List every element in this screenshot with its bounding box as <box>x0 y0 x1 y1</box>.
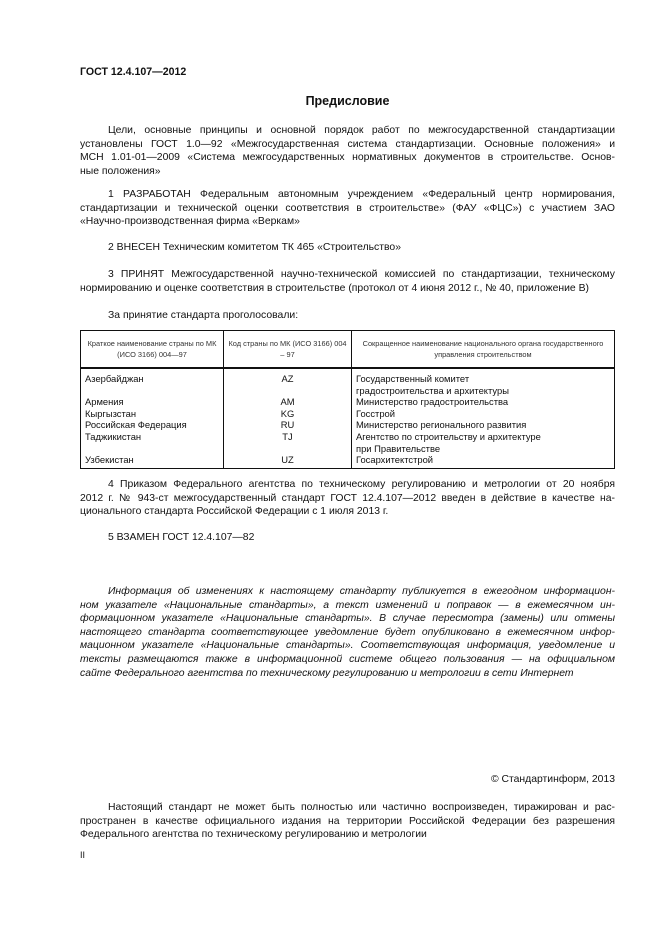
page-number: II <box>80 850 86 860</box>
text-line: 1 РАЗРАБОТАН Федеральным автономным учреждением «Федеральный центр нормирования, <box>108 189 615 200</box>
cell-authority: Госстрой <box>352 408 615 420</box>
text-line: установлены ГОСТ 1.0—92 «Межгосударственная система стандартизации. Основные положения» и <box>80 138 615 150</box>
table-row <box>81 408 615 420</box>
text-line: ционального стандарта Российской Федерации с 1 июля 2013 г. <box>80 506 389 518</box>
table-row <box>81 419 615 431</box>
item-4 <box>80 478 615 519</box>
page-title: Предисловие <box>305 94 390 108</box>
text-line: 5 ВЗАМЕН ГОСТ 12.4.107—82 <box>108 532 255 543</box>
text-line: настоящего стандарта соответствующее уведомление будет опубликовано в ежемесячном инфор- <box>80 626 615 638</box>
cell-authority: Госархитектстрой <box>352 454 615 468</box>
text-line: 3 ПРИНЯТ Межгосударственной научно-технической комиссией по стандартизации, техническому <box>108 269 615 280</box>
table-row <box>81 396 615 408</box>
item-1 <box>80 188 615 229</box>
item-3 <box>80 268 615 295</box>
cell-authority: Министерство регионального развития <box>352 419 615 431</box>
text-line: мационном указателе «Национальные стандарты». Соответствующая информация, уведомление и <box>80 640 615 652</box>
copyright: © Стандартинформ, 2013 <box>490 774 615 785</box>
text-line: ные положения» <box>80 165 161 177</box>
text-line: сайте Федерального агентства по техническому регулированию и метрологии в сети Интернет <box>80 667 574 679</box>
table-row <box>81 431 615 454</box>
cell-country: Российская Федерация <box>81 419 224 431</box>
item-5 <box>80 531 615 545</box>
cell-code: KG <box>224 408 352 420</box>
cell-country: Узбекистан <box>81 454 224 468</box>
text-line: За принятие стандарта проголосовали: <box>108 310 299 321</box>
text-line: Настоящий стандарт не может быть полностью или частично воспроизведен, тиражирован и рас- <box>108 802 615 813</box>
text-line: 2 ВНЕСЕН Техническим комитетом ТК 465 «Строительство» <box>108 242 401 253</box>
para-intro <box>80 124 615 178</box>
text-line: тексты размещаются также в информационной системе общего пользования — на официальном <box>80 653 615 665</box>
text-line: 4 Приказом Федерального агентства по техническому регулированию и метрологии от 20 ноября <box>108 479 615 490</box>
cell-code: RU <box>224 419 352 431</box>
cell-code: AM <box>224 396 352 408</box>
text-line: Цели, основные принципы и основной порядок работ по межгосударственной стандартизации <box>108 125 615 136</box>
cell-country: Кыргызстан <box>81 408 224 420</box>
cell-code: AZ <box>224 368 352 396</box>
voting-table <box>80 330 615 469</box>
text-line: Информация об изменениях к настоящему стандарту публикуется в ежегодном информацион- <box>108 586 615 597</box>
table-row <box>81 454 615 468</box>
cell-code: TJ <box>224 431 352 454</box>
text-line: формационном указателе «Национальные стандарты». В случае пересмотра (замены) или отмены <box>80 613 615 625</box>
text-line: нормированию и оценке соответствия в строительстве (протокол от 4 июня 2012 г., № 40, приложение В) <box>80 282 589 294</box>
cell-authority: Министерство градостроительства <box>352 396 615 408</box>
cell-country: Азербайджан <box>81 368 224 396</box>
info-paragraph <box>80 585 615 680</box>
notice-paragraph <box>80 801 615 842</box>
cell-code: UZ <box>224 454 352 468</box>
col-header-authority: Сокращенное наименование национального органа государственного управления строительством <box>352 331 615 369</box>
cell-authority: Государственный комитет градостроительства и архитектуры <box>352 368 615 396</box>
item-2 <box>80 241 615 255</box>
text-line: стандартизации и технической оценки соответствия в строительстве» (ФАУ «ФЦС») с участием ЗАО <box>80 202 615 214</box>
text-line: пространен в качестве официального издания на территории Российской Федерации без разрешения <box>80 815 615 827</box>
cell-country: Армения <box>81 396 224 408</box>
text-line: ном указателе «Национальные стандарты», а текст изменений и поправок — в ежемесячном ин- <box>80 599 615 611</box>
voted-label <box>80 309 615 323</box>
document-header: ГОСТ 12.4.107—2012 <box>80 66 187 78</box>
text-line: Федерального агентства по техническому регулированию и метрологии <box>80 829 427 841</box>
table-row <box>81 368 615 396</box>
cell-authority: Агентство по строительству и архитектуре при Правительстве <box>352 431 615 454</box>
col-header-country: Краткое наименование страны по МК (ИСО 3166) 004—97 <box>81 331 224 369</box>
col-header-code: Код страны по МК (ИСО 3166) 004 – 97 <box>224 331 352 369</box>
text-line: МСН 1.01-01—2009 «Система межгосударственных нормативных документов в строительстве. Основ- <box>80 152 615 164</box>
cell-country: Таджикистан <box>81 431 224 454</box>
text-line: 2012 г. № 943-ст межгосударственный стандарт ГОСТ 12.4.107—2012 введен в действие в качестве на- <box>80 492 615 504</box>
text-line: «Научно-производственная фирма «Веркам» <box>80 216 300 228</box>
